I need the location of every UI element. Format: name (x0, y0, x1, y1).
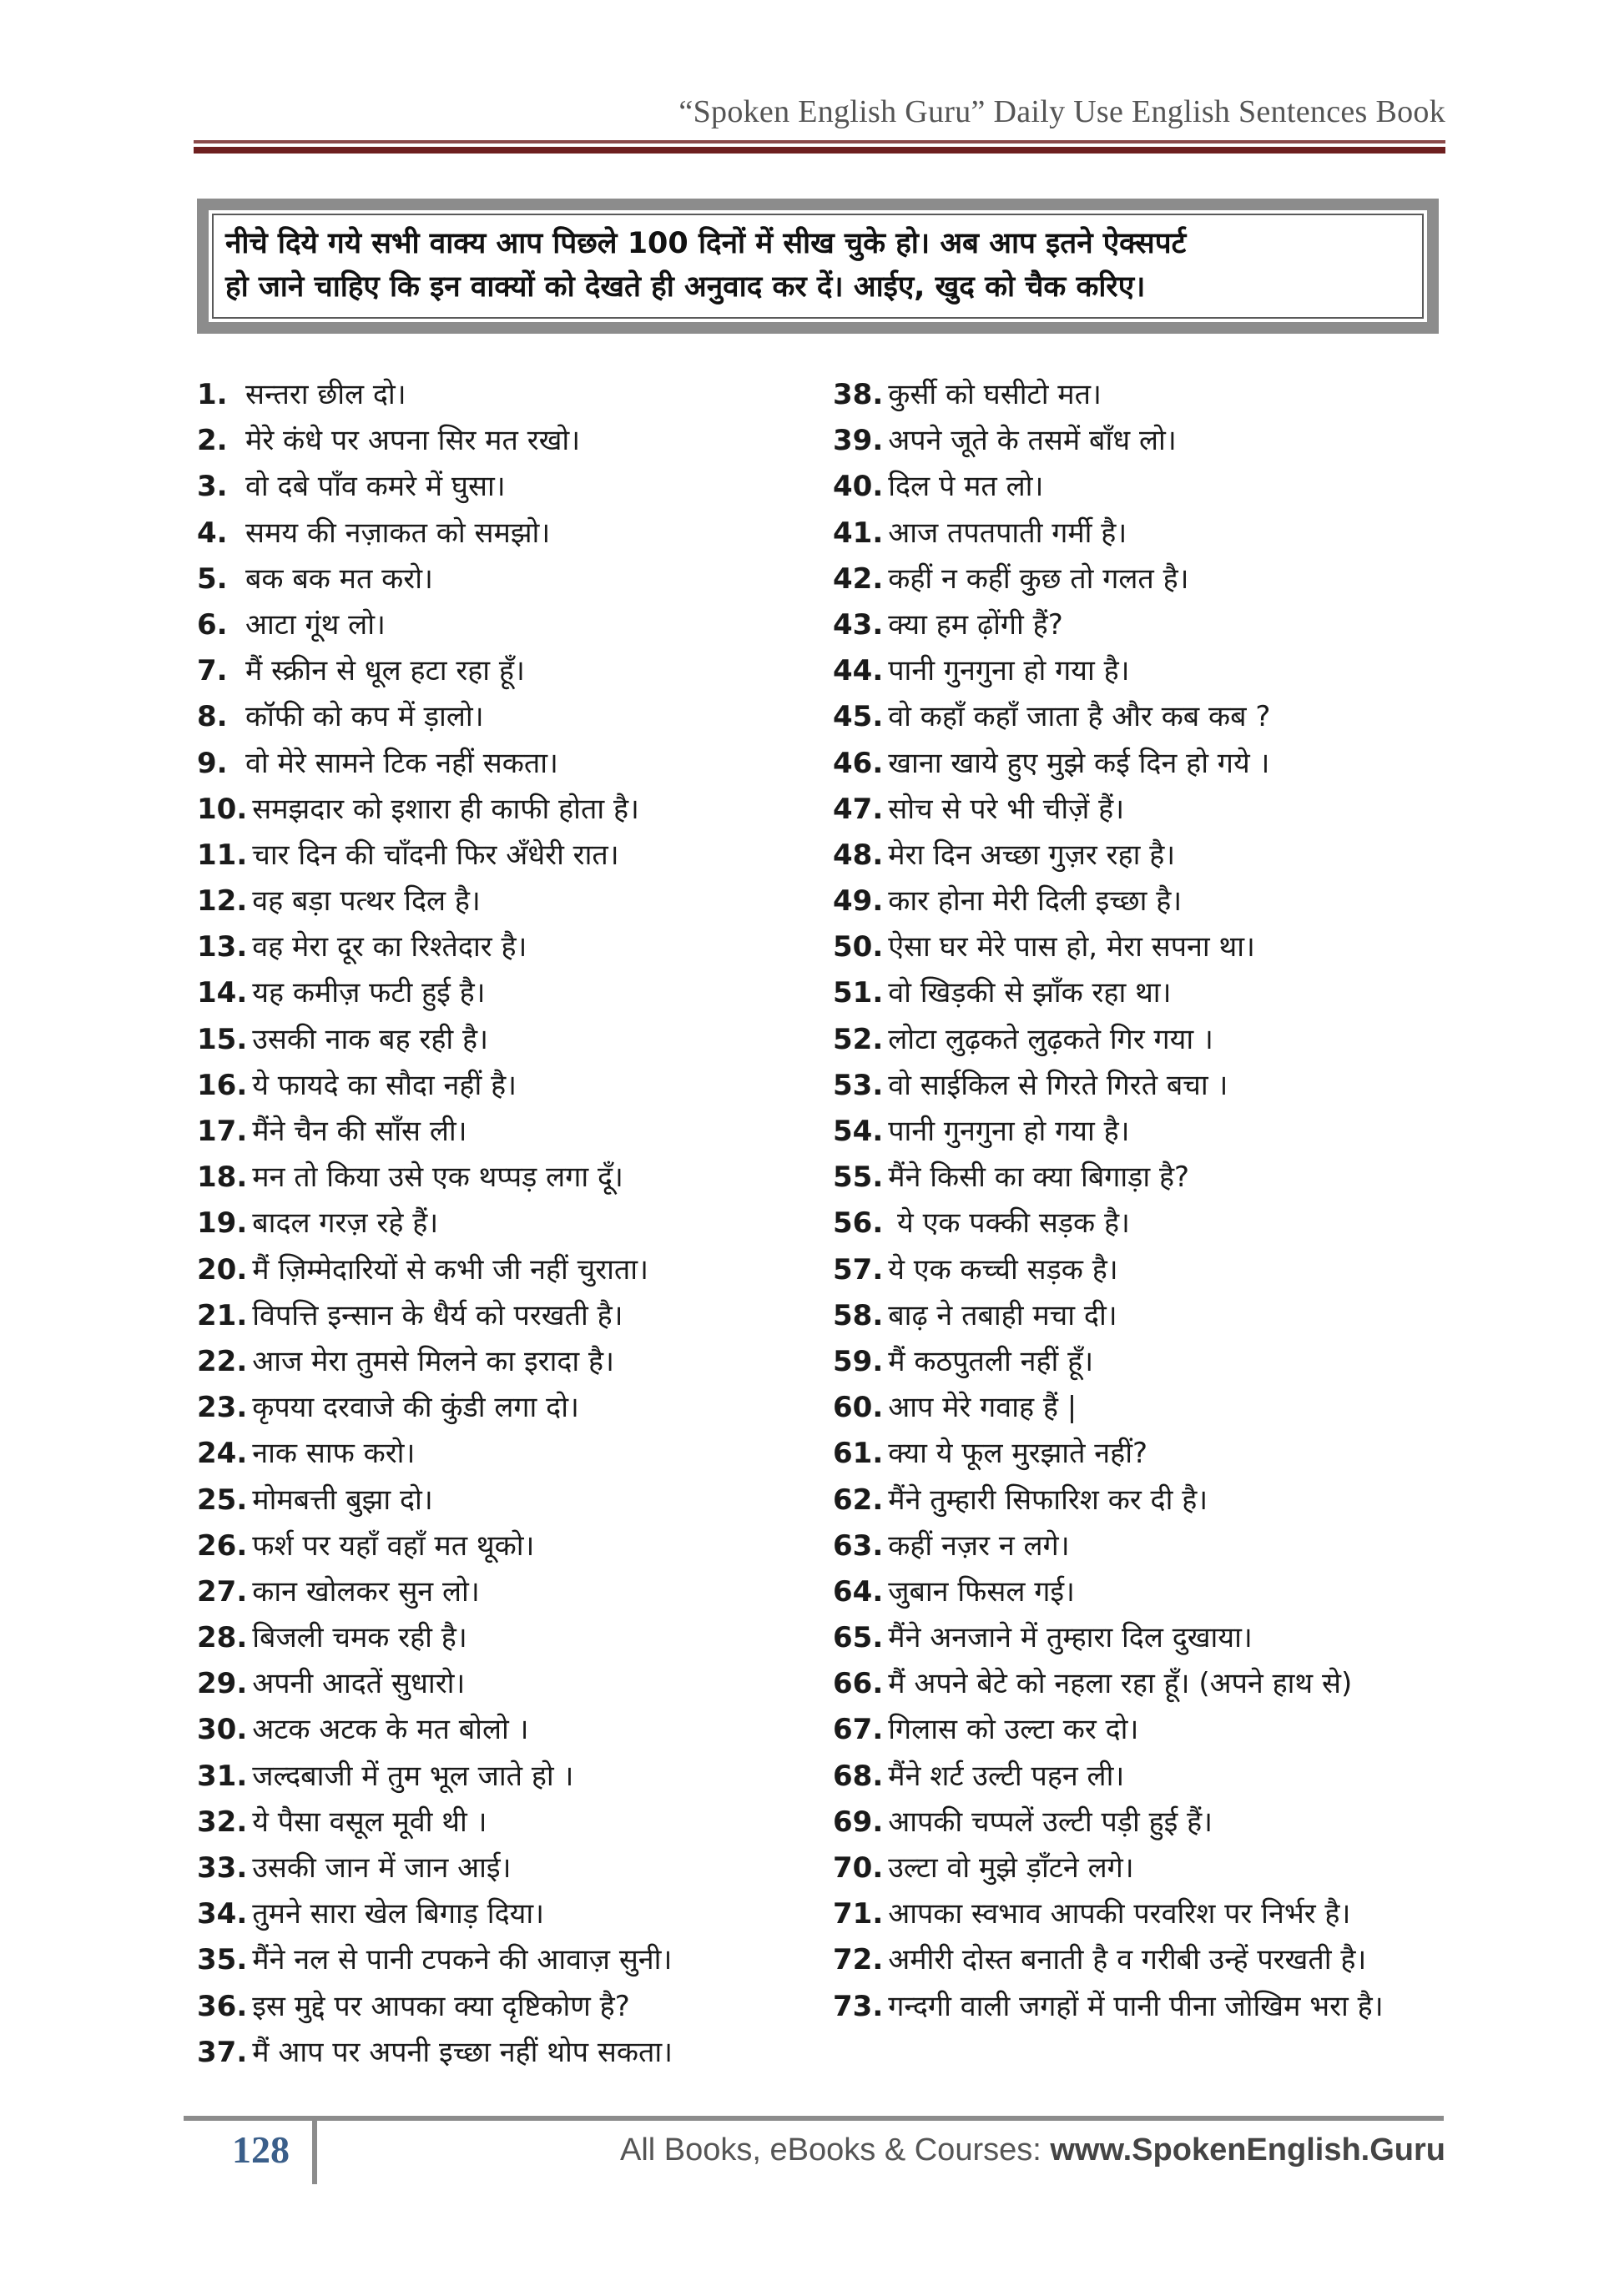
item-number: 50. (833, 930, 884, 964)
item-text: आटा गूंथ लो। (245, 607, 386, 642)
item-number: 60. (833, 1391, 884, 1425)
list-item (833, 556, 1467, 602)
item-text: वो मेरे सामने टिक नहीं सकता। (245, 746, 558, 780)
item-number: 15. (197, 1022, 248, 1056)
list-item (197, 1339, 831, 1385)
item-number: 27. (197, 1574, 248, 1609)
item-number: 22. (197, 1344, 248, 1378)
item-text: आपकी चप्पलें उल्टी पड़ी हुई हैं। (888, 1805, 1213, 1839)
list-item (833, 1569, 1467, 1615)
list-item (833, 1293, 1467, 1339)
item-number: 58. (833, 1298, 884, 1332)
list-item (197, 556, 831, 602)
item-number: 36. (197, 1989, 248, 2023)
list-item (197, 1293, 831, 1339)
item-number: 40. (833, 470, 884, 504)
item-text: उसकी नाक बह रही है। (252, 1022, 488, 1056)
item-text: बिजली चमक रही है। (252, 1621, 467, 1655)
list-item (197, 879, 831, 924)
item-number: 66. (833, 1667, 884, 1701)
item-number: 71. (833, 1897, 884, 1931)
list-item (197, 1017, 831, 1063)
item-number: 57. (833, 1252, 884, 1286)
list-item (833, 1201, 1467, 1246)
list-item (197, 1707, 831, 1753)
list-item (833, 787, 1467, 833)
list-item (833, 648, 1467, 694)
list-item (197, 833, 831, 879)
list-item (197, 372, 831, 418)
item-number: 48. (833, 838, 884, 872)
item-text: लोटा लुढ़कते लुढ़कते गिर गया । (888, 1022, 1213, 1056)
list-item (833, 879, 1467, 924)
list-item (833, 1478, 1467, 1523)
item-number: 2. (197, 424, 228, 458)
item-number: 11. (197, 838, 248, 872)
item-text: वह मेरा दूर का रिश्तेदार है। (252, 930, 527, 964)
item-number: 61. (833, 1437, 884, 1471)
item-number: 64. (833, 1574, 884, 1609)
item-text: बाढ़ ने तबाही मचा दी। (888, 1298, 1117, 1332)
item-text: तुमने सारा खेल बिगाड़ दिया। (252, 1897, 545, 1931)
footer-text (620, 2132, 1445, 2168)
item-text: आज तपतपाती गर्मी है। (888, 516, 1127, 550)
item-number: 35. (197, 1943, 248, 1977)
item-number: 32. (197, 1805, 248, 1839)
item-text: मैंने तुम्हारी सिफारिश कर दी है। (888, 1483, 1208, 1517)
item-text: वो खिड़की से झाँक रहा था। (888, 976, 1172, 1010)
list-item (833, 1109, 1467, 1155)
list-item (197, 464, 831, 510)
item-text: गिलास को उल्टा कर दो। (888, 1713, 1139, 1747)
item-number: 29. (197, 1667, 248, 1701)
list-item (833, 1845, 1467, 1891)
item-text: कृपया दरवाजे की कुंडी लगा दो। (252, 1391, 579, 1425)
list-item (833, 1800, 1467, 1845)
item-text: मैंने किसी का क्या बिगाड़ा है? (888, 1161, 1190, 1195)
list-item (833, 1017, 1467, 1063)
item-text: ये फायदे का सौदा नहीं है। (252, 1068, 517, 1102)
list-item (833, 1431, 1467, 1477)
item-number: 49. (833, 884, 884, 919)
item-number: 67. (833, 1713, 884, 1747)
item-text: बक बक मत करो। (245, 561, 433, 596)
item-number: 23. (197, 1391, 248, 1425)
sentence-list-right (833, 372, 1467, 2030)
list-item (197, 602, 831, 648)
footer-label: All Books, eBooks & Courses: (620, 2132, 1051, 2168)
item-number: 3. (197, 470, 228, 504)
item-text: इस मुद्दे पर आपका क्या दृष्टिकोण है? (252, 1989, 630, 2023)
item-number: 46. (833, 746, 884, 780)
list-item (197, 1754, 831, 1800)
item-number: 31. (197, 1759, 248, 1793)
item-number: 13. (197, 930, 248, 964)
item-text: मैंने शर्ट उल्टी पहन ली। (888, 1759, 1125, 1793)
item-number: 44. (833, 654, 884, 688)
item-number: 38. (833, 378, 884, 411)
item-number: 5. (197, 561, 228, 596)
list-item (833, 970, 1467, 1016)
item-text: वो कहाँ कहाँ जाता है और कब कब ? (888, 700, 1271, 734)
item-text: फर्श पर यहाँ वहाँ मत थूको। (252, 1528, 535, 1563)
list-item (833, 1984, 1467, 2030)
list-item (833, 1523, 1467, 1569)
item-number: 25. (197, 1483, 248, 1517)
item-number: 43. (833, 607, 884, 642)
list-item (197, 924, 831, 970)
item-number: 45. (833, 700, 884, 734)
running-header: “Spoken English Guru” Daily Use English Sentences Book (678, 94, 1445, 129)
intro-box-inner (212, 214, 1424, 319)
item-text: कुर्सी को घसीटो मत। (888, 378, 1102, 411)
item-number: 33. (197, 1851, 248, 1885)
list-item (197, 1523, 831, 1569)
item-text: गन्दगी वाली जगहों में पानी पीना जोखिम भरा है। (888, 1989, 1384, 2023)
item-text: सन्तरा छील दो। (245, 378, 406, 411)
item-text: आप मेरे गवाह हैं | (888, 1391, 1077, 1425)
item-text: चार दिन की चाँदनी फिर अँधेरी रात। (252, 838, 619, 872)
list-item (833, 602, 1467, 648)
item-number: 21. (197, 1298, 248, 1332)
list-item (197, 511, 831, 556)
list-item (197, 1063, 831, 1109)
item-text: मेरा दिन अच्छा गुज़र रहा है। (888, 838, 1176, 872)
intro-line-2: हो जाने चाहिए कि इन वाक्यों को देखते ही अनुवाद कर दें। आईए, खुद को चैक करिए। (225, 270, 1146, 304)
item-text: मैं ज़िम्मेदारियों से कभी जी नहीं चुराता। (252, 1252, 648, 1286)
page-number-divider (312, 2121, 317, 2184)
list-item (197, 1247, 831, 1293)
item-number: 53. (833, 1068, 884, 1102)
item-text: वो साईकिल से गिरते गिरते बचा । (888, 1068, 1228, 1102)
item-text: दिल पे मत लो। (888, 470, 1044, 504)
item-text: आज मेरा तुमसे मिलने का इरादा है। (252, 1344, 614, 1378)
list-item (197, 1800, 831, 1845)
list-item (833, 741, 1467, 787)
list-item (197, 1984, 831, 2030)
item-number: 73. (833, 1989, 884, 2023)
item-number: 37. (197, 2035, 248, 2069)
header-rule-thick (194, 147, 1445, 154)
list-item (833, 694, 1467, 740)
list-item (833, 1937, 1467, 1983)
list-item (197, 2030, 831, 2076)
list-item (197, 1155, 831, 1201)
item-number: 30. (197, 1713, 248, 1747)
item-number: 68. (833, 1759, 884, 1793)
list-item (197, 787, 831, 833)
list-item (197, 970, 831, 1016)
item-number: 4. (197, 516, 228, 550)
list-item (833, 1385, 1467, 1431)
item-text: कॉफी को कप में ड़ालो। (245, 700, 484, 734)
item-number: 70. (833, 1851, 884, 1885)
item-number: 14. (197, 976, 248, 1010)
item-text: वो दबे पाँव कमरे में घुसा। (245, 470, 506, 504)
item-text: पानी गुनगुना हो गया है। (888, 654, 1130, 688)
list-item (197, 418, 831, 464)
item-text: उल्टा वो मुझे ड़ाँटने लगे। (888, 1851, 1134, 1885)
item-number: 56. (833, 1206, 884, 1241)
intro-line-1: नीचे दिये गये सभी वाक्य आप पिछले 100 दिनों में सीख चुके हो। अब आप इतने ऐक्सपर्ट (225, 227, 1187, 260)
item-number: 20. (197, 1252, 248, 1286)
item-text: मैं अपने बेटे को नहला रहा हूँ। (अपने हाथ से) (888, 1667, 1353, 1701)
list-item (833, 511, 1467, 556)
item-text: नाक साफ करो। (252, 1437, 416, 1471)
list-item (833, 1339, 1467, 1385)
list-item (833, 464, 1467, 510)
intro-box (197, 199, 1439, 334)
item-text: कान खोलकर सुन लो। (252, 1574, 480, 1609)
item-number: 7. (197, 654, 228, 688)
item-number: 1. (197, 378, 228, 411)
footer-url-link[interactable]: www.SpokenEnglish.Guru (1050, 2132, 1445, 2168)
item-text: अटक अटक के मत बोलो । (252, 1713, 529, 1747)
list-item (833, 1891, 1467, 1937)
item-number: 55. (833, 1161, 884, 1195)
item-number: 42. (833, 561, 884, 596)
item-number: 12. (197, 884, 248, 919)
item-text: ऐसा घर मेरे पास हो, मेरा सपना था। (888, 930, 1255, 964)
list-item (833, 1247, 1467, 1293)
item-number: 9. (197, 746, 228, 780)
item-number: 59. (833, 1344, 884, 1378)
item-text: ये पैसा वसूल मूवी थी । (252, 1805, 487, 1839)
item-number: 63. (833, 1528, 884, 1563)
item-text: समझदार को इशारा ही काफी होता है। (252, 792, 639, 826)
item-number: 62. (833, 1483, 884, 1517)
list-item (197, 1661, 831, 1707)
item-text: मोमबत्ती बुझा दो। (252, 1483, 433, 1517)
item-text: यह कमीज़ फटी हुई है। (252, 976, 486, 1010)
item-number: 19. (197, 1206, 248, 1241)
list-item (197, 1937, 831, 1983)
footer-rule (184, 2116, 1444, 2121)
item-text: अपने जूते के तसमें बाँध लो। (888, 424, 1177, 458)
item-text: मन तो किया उसे एक थप्पड़ लगा दूँ। (252, 1161, 623, 1195)
list-item (833, 924, 1467, 970)
item-text: जल्दबाजी में तुम भूल जाते हो । (252, 1759, 574, 1793)
item-text: मैं स्क्रीन से धूल हटा रहा हूँ। (245, 654, 525, 688)
list-item (197, 1431, 831, 1477)
list-item (197, 648, 831, 694)
item-number: 51. (833, 976, 884, 1010)
item-text: पानी गुनगुना हो गया है। (888, 1115, 1130, 1148)
item-number: 6. (197, 607, 228, 642)
list-item (833, 833, 1467, 879)
item-text: अमीरी दोस्त बनाती है व गरीबी उन्हें परखती है। (888, 1943, 1367, 1977)
item-text: ये एक कच्ची सड़क है। (888, 1252, 1118, 1286)
item-number: 54. (833, 1115, 884, 1148)
item-number: 41. (833, 516, 884, 550)
item-text: क्या हम ढ़ोंगी हैं? (888, 607, 1063, 642)
item-text: क्या ये फूल मुरझाते नहीं? (888, 1437, 1148, 1471)
list-item (833, 1615, 1467, 1661)
item-number: 10. (197, 792, 248, 826)
item-text: उसकी जान में जान आई। (252, 1851, 512, 1885)
item-text: ये एक पक्की सड़क है। (888, 1206, 1130, 1241)
list-item (833, 1155, 1467, 1201)
item-text: समय की नज़ाकत को समझो। (245, 516, 551, 550)
item-number: 16. (197, 1068, 248, 1102)
list-item (833, 1707, 1467, 1753)
list-item (197, 1569, 831, 1615)
item-text: विपत्ति इन्सान के धैर्य को परखती है। (252, 1298, 623, 1332)
item-text: कार होना मेरी दिली इच्छा है। (888, 884, 1183, 919)
item-text: मैंने अनजाने में तुम्हारा दिल दुखाया। (888, 1621, 1253, 1655)
list-item (197, 1891, 831, 1937)
item-number: 34. (197, 1897, 248, 1931)
item-number: 24. (197, 1437, 248, 1471)
item-text: मैंने चैन की साँस ली। (252, 1115, 467, 1148)
list-item (197, 741, 831, 787)
list-item (197, 694, 831, 740)
item-text: बादल गरज़ रहे हैं। (252, 1206, 439, 1241)
item-text: वह बड़ा पत्थर दिल है। (252, 884, 481, 919)
item-text: मैं आप पर अपनी इच्छा नहीं थोप सकता। (252, 2035, 673, 2069)
item-number: 8. (197, 700, 228, 734)
list-item (197, 1845, 831, 1891)
list-item (833, 1754, 1467, 1800)
item-number: 69. (833, 1805, 884, 1839)
page-number: 128 (232, 2128, 290, 2171)
list-item (197, 1615, 831, 1661)
list-item (833, 1661, 1467, 1707)
item-text: अपनी आदतें सुधारो। (252, 1667, 466, 1701)
sentence-list-left (197, 372, 831, 2076)
list-item (197, 1385, 831, 1431)
item-number: 39. (833, 424, 884, 458)
item-text: सोच से परे भी चीज़ें हैं। (888, 792, 1125, 826)
item-text: खाना खाये हुए मुझे कई दिन हो गये । (888, 746, 1270, 780)
item-number: 47. (833, 792, 884, 826)
item-text: मैं कठपुतली नहीं हूँ। (888, 1344, 1094, 1378)
list-item (197, 1109, 831, 1155)
item-text: जुबान फिसल गई। (888, 1574, 1075, 1609)
item-text: आपका स्वभाव आपकी परवरिश पर निर्भर है। (888, 1897, 1351, 1931)
item-text: कहीं न कहीं कुछ तो गलत है। (888, 561, 1189, 596)
item-number: 65. (833, 1621, 884, 1655)
item-number: 72. (833, 1943, 884, 1977)
item-number: 17. (197, 1115, 248, 1148)
list-item (833, 372, 1467, 418)
list-item (197, 1201, 831, 1246)
item-number: 52. (833, 1022, 884, 1056)
list-item (197, 1478, 831, 1523)
item-text: कहीं नज़र न लगे। (888, 1528, 1070, 1563)
header-rule-thin (194, 140, 1445, 144)
list-item (833, 418, 1467, 464)
item-text: मैंने नल से पानी टपकने की आवाज़ सुनी। (252, 1943, 673, 1977)
item-number: 18. (197, 1161, 248, 1195)
item-number: 26. (197, 1528, 248, 1563)
item-text: मेरे कंधे पर अपना सिर मत रखो। (245, 424, 581, 458)
item-number: 28. (197, 1621, 248, 1655)
list-item (833, 1063, 1467, 1109)
